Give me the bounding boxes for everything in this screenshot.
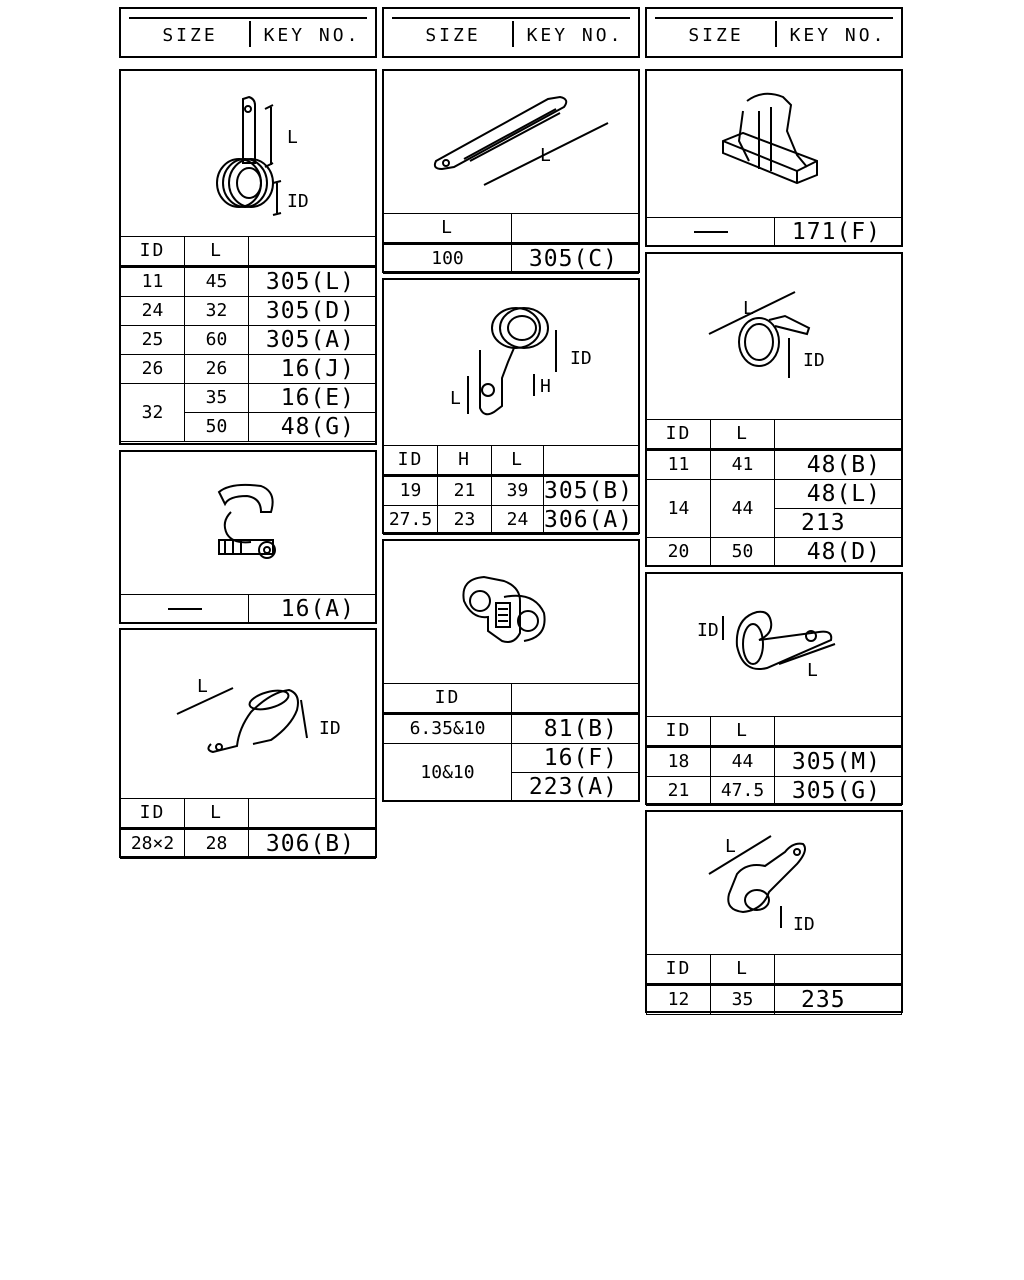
band-clamp-illustration <box>647 254 901 419</box>
part-double-clamp <box>119 628 377 858</box>
ring-clamp-illustration <box>121 71 375 236</box>
dim-id-label: ID <box>793 914 815 935</box>
double-clamp-table <box>120 798 376 859</box>
key-no: 16(A) <box>249 595 376 624</box>
col-header-l: L <box>185 799 249 829</box>
col-header-l: L <box>711 717 775 747</box>
size-label: SIZE <box>425 25 481 46</box>
dim-l-label: L <box>743 298 754 319</box>
col-header-h: H <box>438 446 492 476</box>
dim-h-label: H <box>540 376 551 397</box>
key-no: 213 <box>775 509 902 538</box>
part-plastic-clip <box>119 450 377 624</box>
table-row <box>121 595 376 624</box>
dim-l-label: L <box>807 660 818 681</box>
dim-l-label: L <box>197 676 208 697</box>
strap-illustration <box>384 71 638 213</box>
plastic-clip-illustration <box>121 452 375 592</box>
key-no: 305(D) <box>249 297 376 326</box>
key-no: 235 <box>775 985 902 1015</box>
dim-l-label: L <box>540 145 551 166</box>
col-header-id: ID <box>647 717 711 747</box>
header-col2 <box>382 7 640 58</box>
dim-id-label: ID <box>319 718 341 739</box>
table-row: 27.5 23 24 306(A) <box>384 506 639 535</box>
key-no: 223(A) <box>512 773 639 802</box>
table-row <box>647 218 902 247</box>
table-row: 10&10 16(F) <box>384 744 639 773</box>
col-header-l: L <box>711 420 775 450</box>
part-loop-clamp <box>645 810 903 1013</box>
key-no: 48(B) <box>775 450 902 480</box>
col-header-id: ID <box>647 420 711 450</box>
key-no: 48(D) <box>775 538 902 567</box>
key-label: KEY NO. <box>526 25 624 46</box>
twin-clip-table <box>383 683 639 802</box>
no-size-dash <box>168 608 202 610</box>
table-row: 100 305(C) <box>384 244 639 274</box>
dim-l-label: L <box>287 127 298 148</box>
table-row: 21 47.5 305(G) <box>647 777 902 806</box>
part-strap <box>382 69 640 273</box>
plastic-clip-table <box>120 594 376 624</box>
ring-clamp-table <box>120 236 376 442</box>
col-header-l: L <box>185 237 249 267</box>
dim-id-label: ID <box>803 350 825 371</box>
p-clip-table <box>646 716 902 806</box>
loop-clamp-illustration <box>647 812 901 954</box>
header-col1 <box>119 7 377 58</box>
part-plastic-retainer <box>645 69 903 247</box>
part-band-clamp <box>645 252 903 567</box>
dim-id-label: ID <box>697 620 719 641</box>
key-no: 16(E) <box>249 384 376 413</box>
col-header-id: ID <box>384 684 512 714</box>
dim-id-label: ID <box>287 191 309 212</box>
table-row: 50 48(G) <box>121 413 376 442</box>
dim-id-label: ID <box>570 348 592 369</box>
key-no: 305(M) <box>775 747 902 777</box>
table-row: 26 26 16(J) <box>121 355 376 384</box>
key-no: 306(A) <box>544 506 639 535</box>
key-no: 16(F) <box>512 744 639 773</box>
key-no: 81(B) <box>512 714 639 744</box>
col-header-id: ID <box>121 237 185 267</box>
offset-clamp-table <box>383 445 639 535</box>
table-row: 14 44 48(L) <box>647 480 902 509</box>
dim-l-label: L <box>450 388 461 409</box>
table-row: 19 21 39 305(B) <box>384 476 639 506</box>
part-offset-clamp <box>382 278 640 534</box>
key-no: 305(C) <box>512 244 639 274</box>
key-no: 305(L) <box>249 267 376 297</box>
table-row: 11 45 305(L) <box>121 267 376 297</box>
table-row: 18 44 305(M) <box>647 747 902 777</box>
plastic-retainer-illustration <box>647 71 901 217</box>
col-header-l: L <box>492 446 544 476</box>
twin-clip-illustration <box>384 541 638 683</box>
part-twin-clip <box>382 539 640 802</box>
key-no: 171(F) <box>775 218 902 247</box>
part-ring-clamp <box>119 69 377 445</box>
table-row: 32 35 16(E) <box>121 384 376 413</box>
header-col3 <box>645 7 903 58</box>
table-row: 25 60 305(A) <box>121 326 376 355</box>
col-header-id: ID <box>647 955 711 985</box>
table-row: 11 41 48(B) <box>647 450 902 480</box>
table-row: 28×2 28 306(B) <box>121 829 376 859</box>
offset-clamp-illustration <box>384 280 638 445</box>
col-header-l: L <box>711 955 775 985</box>
col-header-id: ID <box>121 799 185 829</box>
band-clamp-table <box>646 419 902 567</box>
no-size-dash <box>694 231 728 233</box>
col-header-id: ID <box>384 446 438 476</box>
key-no: 305(B) <box>544 476 639 506</box>
key-label: KEY NO. <box>263 25 361 46</box>
double-clamp-illustration <box>121 630 375 798</box>
size-label: SIZE <box>162 25 218 46</box>
table-row: 6.35&10 81(B) <box>384 714 639 744</box>
key-no: 305(A) <box>249 326 376 355</box>
plastic-retainer-table <box>646 217 902 247</box>
size-label: SIZE <box>688 25 744 46</box>
key-no: 48(L) <box>775 480 902 509</box>
table-row: 12 35 235 <box>647 985 902 1015</box>
p-clip-illustration <box>647 574 901 716</box>
dim-l-label: L <box>725 836 736 857</box>
part-p-clip <box>645 572 903 805</box>
strap-table <box>383 213 639 274</box>
key-no: 16(J) <box>249 355 376 384</box>
col-header-l: L <box>384 214 512 244</box>
key-label: KEY NO. <box>789 25 887 46</box>
table-row: 20 50 48(D) <box>647 538 902 567</box>
loop-clamp-table <box>646 954 902 1015</box>
table-row: 24 32 305(D) <box>121 297 376 326</box>
key-no: 305(G) <box>775 777 902 806</box>
key-no: 48(G) <box>249 413 376 442</box>
key-no: 306(B) <box>249 829 376 859</box>
